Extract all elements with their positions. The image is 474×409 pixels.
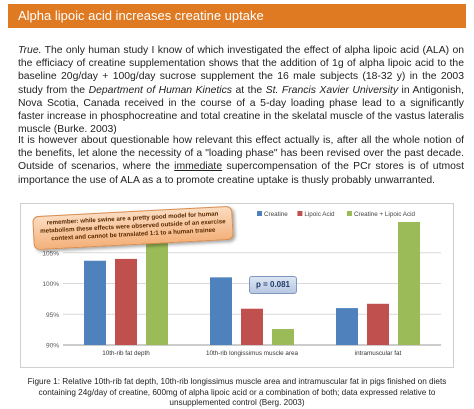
x-tick-label: intramuscular fat bbox=[354, 350, 402, 357]
department-name: Department of Human Kinetics bbox=[88, 84, 232, 96]
p-value-box: p = 0.081 bbox=[249, 276, 297, 294]
bar bbox=[146, 243, 168, 345]
paragraph-1-text-c: in Antigonish, Nova Scotia, Canada received in the course of a 5-day loading phase lead to a significantly faster increase in phosphocreatine and total creatine in the skelatal muscle of the vastus lateralis muscle (Burke. 2003) bbox=[18, 84, 464, 136]
page-title: Alpha lipoic acid increases creatine uptake bbox=[18, 8, 264, 23]
lead-word: True. bbox=[18, 45, 42, 56]
x-tick-label: 10th-rib longissimus muscle area bbox=[205, 350, 299, 357]
university-name: St. Francis Xavier University bbox=[265, 84, 399, 96]
paragraph-2 bbox=[18, 134, 464, 187]
emphasis-word: immediate bbox=[174, 161, 223, 173]
bar bbox=[84, 261, 106, 345]
y-tick-label: 90% bbox=[45, 342, 59, 350]
bar bbox=[367, 304, 389, 345]
bar bbox=[272, 329, 294, 345]
bar bbox=[241, 309, 263, 345]
page-header bbox=[8, 4, 466, 28]
y-tick-label: 95% bbox=[45, 311, 59, 319]
paragraph-1 bbox=[18, 44, 464, 136]
bar bbox=[336, 308, 358, 345]
bar-chart bbox=[20, 203, 454, 368]
y-tick-label: 100% bbox=[42, 281, 59, 288]
paragraph-1-text-b: at the bbox=[231, 84, 266, 96]
bar bbox=[210, 277, 232, 345]
legend-label: Lipoic Acid bbox=[304, 211, 335, 218]
paragraph-2-text-b: supercompensation of the PCr stores is of utmost importance the use of ALA as a to promote creatine uptake is thusly probably unwarranted. bbox=[18, 161, 464, 186]
y-tick-label: 105% bbox=[42, 250, 59, 258]
paragraph-2-text-a: It is however about questionable how relevant this effect actually is, after all the whole notion of the benefits, let alone the necessity of a "loading phase" has been revised over the past decade. Outside of scenarios, where the bbox=[18, 135, 464, 173]
figure-caption: Figure 1: Relative 10th-rib fat depth, 10th-rib longissimus muscle area and intramuscular fat in pigs finished on diets containing 24g/day of creatine, 600mg of alpha lipoic acid or a combination of both; data expressed relative to unsupplemented control (Berg. 2003) bbox=[27, 377, 447, 407]
x-tick-label: 10th-rib fat depth bbox=[102, 350, 150, 357]
paragraph-1-text-a: The only human study I know of which investigated the effect of alpha lipoic acid (ALA) on the efficiacy of creatine supplementation shows that the addition of 1g of alpha lipoic acid to the baseline 20g/day + 100g/day sucrose supplement the 16 male subjects (18-32 y) in the 2003 study from the bbox=[18, 45, 464, 96]
legend-swatch bbox=[297, 211, 302, 216]
bar bbox=[398, 222, 420, 345]
bar bbox=[115, 259, 137, 345]
note-callout: remember: while swine are a pretty good model for human metabolism these effects were observed outside of an exercise context and cannot be translated 1:1 to a human trainee bbox=[32, 206, 234, 250]
legend-label: Creatine bbox=[264, 211, 288, 218]
legend-swatch bbox=[347, 211, 352, 216]
legend-label: Creatine + Lipoic Acid bbox=[353, 211, 416, 218]
legend-swatch bbox=[257, 211, 262, 216]
